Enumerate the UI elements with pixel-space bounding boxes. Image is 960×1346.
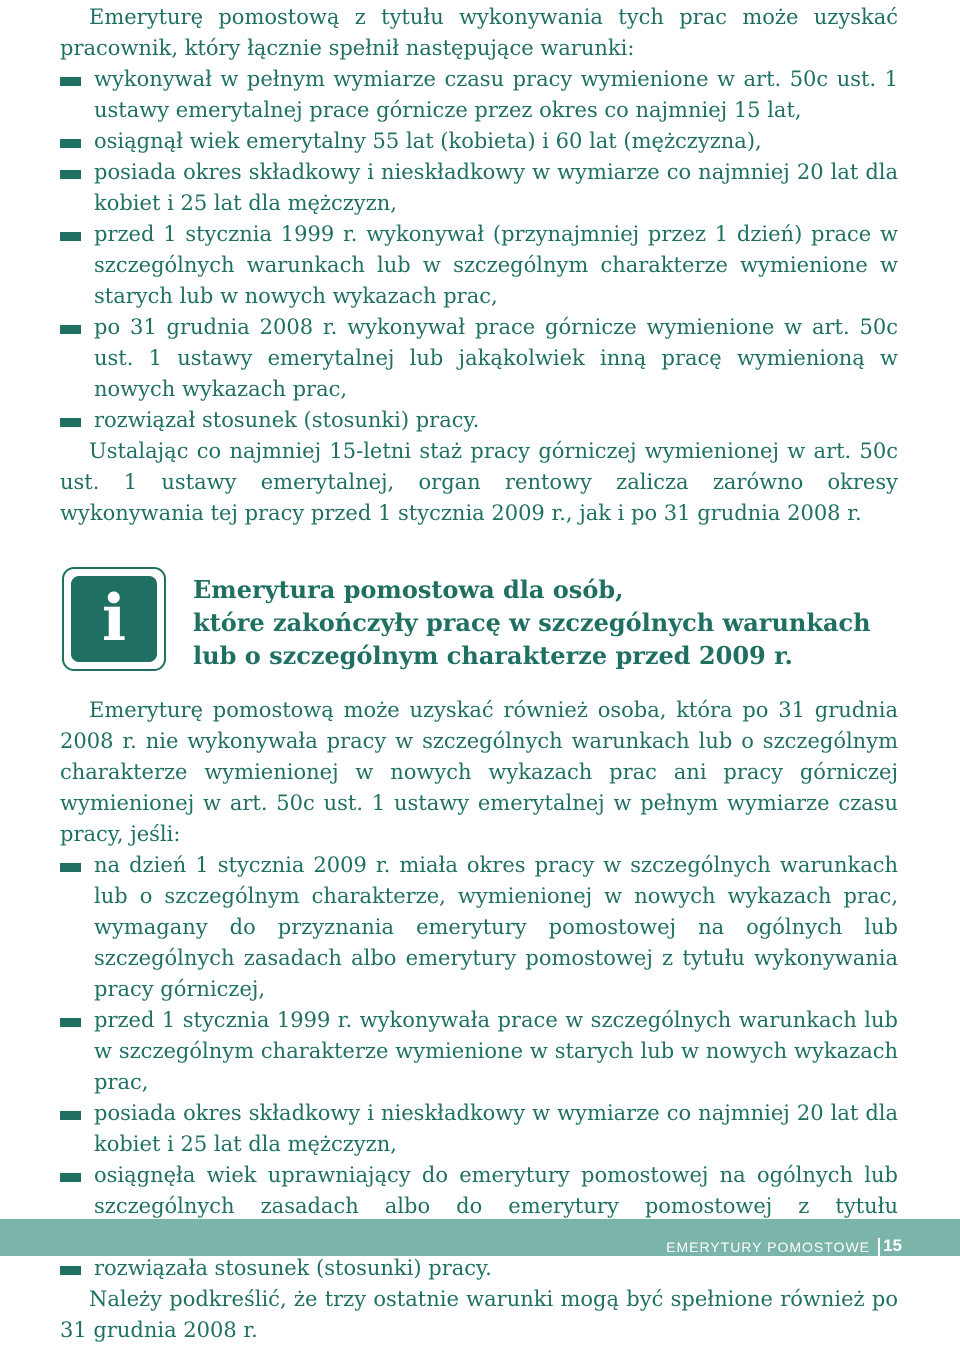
list-item: po 31 grudnia 2008 r. wykonywał prace górnicze wymienione w art. 50c ust. 1 ustawy emerytalnej lub jakąkolwiek inną pracę wymienioną w nowych wykazach prac, — [60, 312, 898, 405]
list-item: osiągnęła wiek uprawniający do emerytury pomostowej na ogólnych lub szczególnych zasadach albo do emerytury pomostowej z tytułu — [60, 1160, 898, 1253]
page-content — [60, 2, 898, 1346]
info-title-line: lub o szczególnym charakterze przed 2009 r. — [193, 641, 793, 670]
list-item: przed 1 stycznia 1999 r. wykonywał (przynajmniej przez 1 dzień) prace w szczególnych warunkach lub w szczególnym charakterze wymienione w starych lub w nowych wykazach prac, — [60, 219, 898, 312]
list-item: rozwiązała stosunek (stosunki) pracy. — [60, 1253, 898, 1284]
bullet-icon — [60, 139, 81, 148]
section1-intro: Emeryturę pomostową z tytułu wykonywania tych prac może uzyskać pracownik, który łącznie spełnił następujące warunki: — [60, 5, 898, 60]
info-title-line: Emerytura pomostowa dla osób, — [193, 575, 624, 604]
list-item: posiada okres składkowy i nieskładkowy w wymiarze co najmniej 20 lat dla kobiet i 25 lat dla mężczyzn, — [60, 157, 898, 219]
bullet-icon — [60, 1173, 81, 1182]
spacer — [60, 671, 898, 695]
bullet-icon — [60, 232, 81, 241]
info-title-line: które zakończyły pracę w szczególnych warunkach — [193, 608, 871, 637]
section2-intro: Emeryturę pomostową może uzyskać również osoba, która po 31 grudnia 2008 r. nie wykonywała pracy w szczególnych warunkach lub o szczególnym charakterze wymienionej w nowych wykazach prac ani pracy górniczej wymienionej w art. 50c ust. 1 ustawy emerytalnej w pełnym wymiarze czasu pracy, jeśli: — [60, 698, 898, 846]
list-item: na dzień 1 stycznia 2009 r. miała okres pracy w szczególnych warunkach lub o szczególnym charakterze, wymienionej w nowych wykazach prac, wymagany do przyznania emerytury pomostowej na ogólnych lub szczególnych zasadach albo emerytury pomostowej z tytułu wykonywania pracy górniczej, — [60, 850, 898, 1005]
info-box — [60, 529, 898, 671]
footer-separator — [878, 1238, 880, 1256]
bullet-icon — [60, 863, 81, 872]
bullet-icon — [60, 418, 81, 427]
bullet-icon — [60, 1018, 81, 1027]
bullet-icon — [60, 170, 81, 179]
section2-closing: Należy podkreślić, że trzy ostatnie warunki mogą być spełnione również po 31 grudnia 2008 r. — [60, 1287, 898, 1342]
section1-list — [60, 64, 898, 436]
info-letter: i — [71, 576, 157, 662]
info-title — [193, 573, 893, 672]
page-number: 15 — [883, 1236, 902, 1255]
section1-closing: Ustalając co najmniej 15-letni staż pracy górniczej wymienionej w art. 50c ust. 1 ustawy emerytalnej, organ rentowy zalicza zarówno okresy wykonywania tej pracy przed 1 stycznia 2009 r., jak i po 31 grudnia 2008 r. — [60, 439, 898, 525]
list-item: przed 1 stycznia 1999 r. wykonywała prace w szczególnych warunkach lub w szczególnym charakterze wymienione w starych lub w nowych wykazach prac, — [60, 1005, 898, 1098]
bullet-icon — [60, 325, 81, 334]
list-item: osiągnął wiek emerytalny 55 lat (kobieta) i 60 lat (mężczyzna), — [60, 126, 898, 157]
bullet-icon — [60, 1266, 81, 1275]
bullet-icon — [60, 1111, 81, 1120]
list-item: posiada okres składkowy i nieskładkowy w wymiarze co najmniej 20 lat dla kobiet i 25 lat dla mężczyzn, — [60, 1098, 898, 1160]
bullet-icon — [60, 77, 81, 86]
footer-section-label: EMERYTURY POMOSTOWE — [666, 1239, 870, 1255]
info-icon — [62, 567, 166, 671]
list-item: rozwiązał stosunek (stosunki) pracy. — [60, 405, 898, 436]
list-item: wykonywał w pełnym wymiarze czasu pracy wymienione w art. 50c ust. 1 ustawy emerytalnej prace górnicze przez okres co najmniej 15 lat, — [60, 64, 898, 126]
